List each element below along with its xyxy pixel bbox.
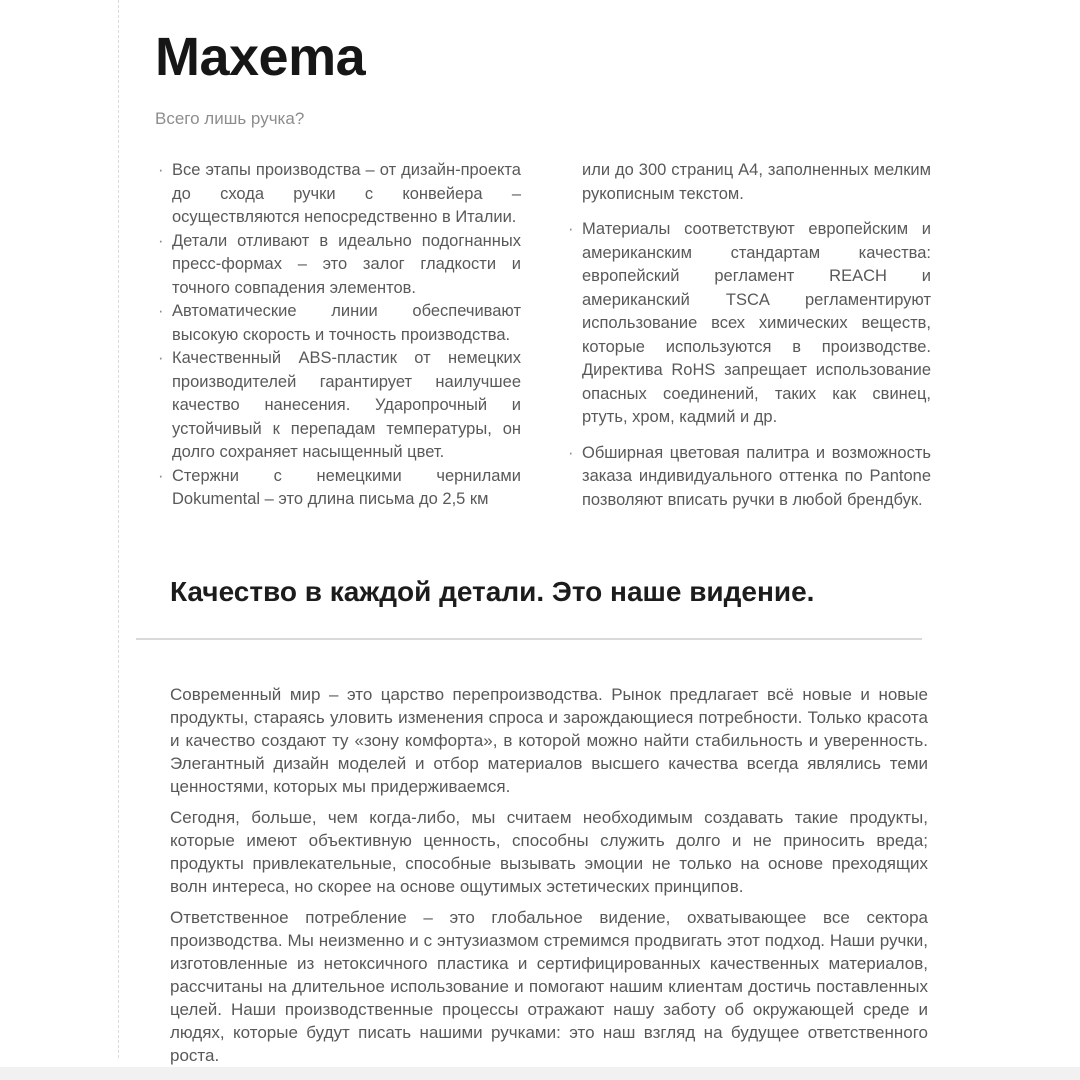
page-title: Maxema bbox=[155, 27, 366, 87]
section-divider bbox=[136, 638, 922, 640]
body-paragraph: Современный мир – это царство перепроизводства. Рынок предлагает всё новые и новые продукты, стараясь уловить изменения спроса и зарождающиеся потребности. Только красота и качество создают ту «зону комфорта», в которой можно найти стабильность и уверенность. Элегантный дизайн моделей и отбор материалов высшего качества всегда являлись теми ценностями, которых мы придерживаемся. bbox=[170, 685, 928, 796]
page-left-edge-line bbox=[118, 0, 119, 1058]
feature-list-right bbox=[565, 218, 931, 512]
feature-column-right bbox=[565, 159, 931, 519]
feature-item: · Стержни с немецкими чернилами Dokumental – это длина письма до 2,5 км bbox=[172, 465, 521, 512]
feature-item: · Автоматические линии обеспечивают высокую скорость и точность производства. bbox=[172, 300, 521, 347]
feature-item-continuation: или до 300 страниц А4, заполненных мелким рукописным текстом. bbox=[582, 161, 931, 203]
feature-columns bbox=[155, 159, 931, 519]
body-paragraphs bbox=[170, 683, 928, 1067]
section-heading: Качество в каждой детали. Это наше видение. bbox=[170, 576, 815, 607]
feature-column-left bbox=[155, 159, 521, 519]
feature-list-left bbox=[155, 159, 521, 512]
page-subtitle: Всего лишь ручка? bbox=[155, 109, 305, 128]
feature-item: · Все этапы производства – от дизайн-проекта до схода ручки с конвейера – осуществляются непосредственно в Италии. bbox=[172, 159, 521, 230]
feature-item: · Качественный ABS-пластик от немецких производителей гарантирует наилучшее качество нанесения. Ударопрочный и устойчивый к перепадам температуры, он долго сохраняет насыщенный цвет. bbox=[172, 347, 521, 465]
page-content bbox=[155, 28, 931, 1067]
feature-item: · Обширная цветовая палитра и возможность заказа индивидуального оттенка по Pantone позволяют вписать ручки в любой брендбук. bbox=[582, 442, 931, 513]
feature-item: · Материалы соответствуют европейским и американским стандартам качества: европейский регламент REACH и американский TSCA регламентируют использование всех химических веществ, которые используются в производстве. Директива RoHS запрещает использование опасных соединений, таких как свинец, ртуть, хром, кадмий и др. bbox=[582, 218, 931, 430]
body-paragraph: Ответственное потребление – это глобальное видение, охватывающее все сектора производства. Мы неизменно и с энтузиазмом стремимся продвигать этот подход. Наши ручки, изготовленные из нетоксичного пластика и сертифицированных качественных материалов, рассчитаны на длительное использование и помогают нашим клиентам достичь поставленных целей. Наши производственные процессы отражают нашу заботу об окружающей среде и людях, которые будут писать нашими ручками: это наш взгляд на будущее ответственного роста. bbox=[170, 908, 928, 1065]
page-bottom-band bbox=[0, 1067, 1080, 1080]
feature-item: · Детали отливают в идеально подогнанных пресс-формах – это залог гладкости и точного совпадения элементов. bbox=[172, 230, 521, 301]
body-paragraph: Сегодня, больше, чем когда-либо, мы считаем необходимым создавать такие продукты, которые имеют объективную ценность, способны служить долго и не приносить вреда; продукты привлекательные, способные вызывать эмоции не только на основе преходящих волн интереса, но скорее на основе ощутимых эстетических принципов. bbox=[170, 808, 928, 896]
